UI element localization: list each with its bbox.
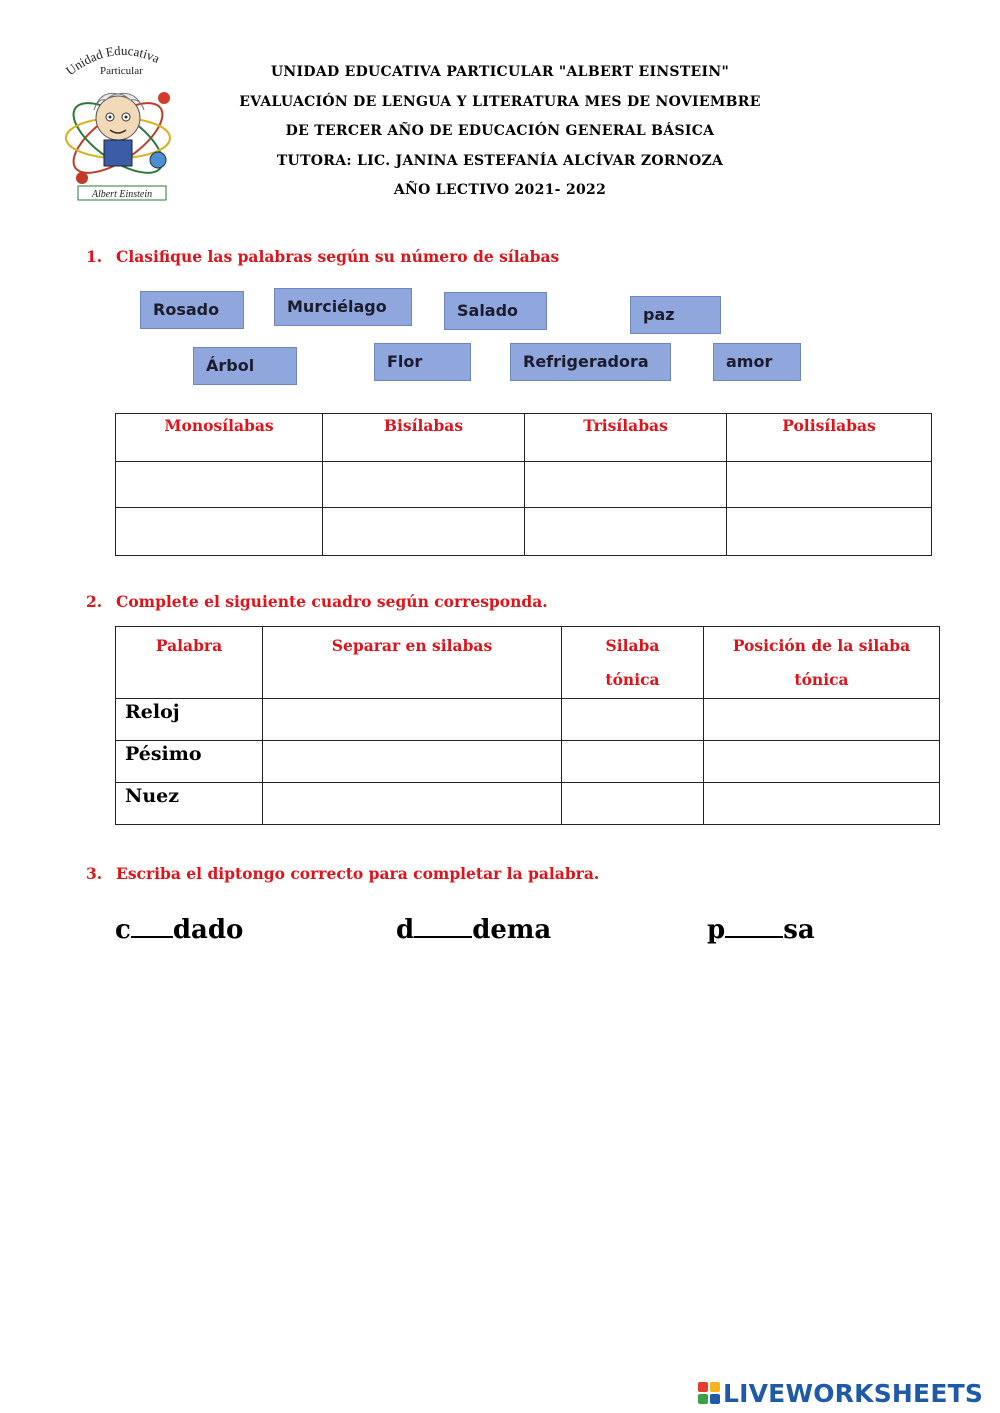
header-line: tónica xyxy=(794,670,849,689)
word-chip[interactable]: Murciélago xyxy=(274,288,412,326)
row-word: Nuez xyxy=(116,783,263,825)
q1-title-text: Clasifique las palabras según su número de sílabas xyxy=(116,247,560,266)
word-chip[interactable]: Refrigeradora xyxy=(510,343,671,381)
header-grade: DE TERCER AÑO DE EDUCACIÓN GENERAL BÁSICA xyxy=(285,123,715,139)
word-chip[interactable]: paz xyxy=(630,296,721,334)
logo-arc-text: Unidad Educativa xyxy=(62,42,163,79)
table-row xyxy=(116,783,940,825)
word-prefix: c xyxy=(115,915,131,945)
word-suffix: dema xyxy=(472,915,552,945)
table-row xyxy=(116,741,940,783)
answer-cell[interactable] xyxy=(562,741,704,783)
header-school-name: UNIDAD EDUCATIVA PARTICULAR "ALBERT EINSTEIN" xyxy=(270,64,730,80)
document-header xyxy=(190,58,810,206)
diphthong-blank[interactable] xyxy=(131,914,173,938)
table-row xyxy=(116,508,932,556)
q2-title-text: Complete el siguiente cuadro según corresponda. xyxy=(116,592,548,611)
header-school-year: AÑO LECTIVO 2021- 2022 xyxy=(393,182,607,198)
word-chip[interactable]: Salado xyxy=(444,292,547,330)
logo-globe xyxy=(150,152,166,168)
diphthong-item xyxy=(115,914,243,945)
column-header-monosilabas: Monosílabas xyxy=(116,414,323,462)
header-line: Silaba xyxy=(605,636,660,655)
diphthong-blank[interactable] xyxy=(414,914,472,938)
answer-cell[interactable] xyxy=(562,783,704,825)
diphthong-item xyxy=(396,914,551,945)
word-prefix: p xyxy=(707,915,726,945)
answer-cell[interactable] xyxy=(263,699,562,741)
answer-cell[interactable] xyxy=(525,508,727,556)
table-header-row xyxy=(116,414,932,462)
diphthong-blank[interactable] xyxy=(725,914,783,938)
table-row xyxy=(116,699,940,741)
header-evaluation: EVALUACIÓN DE LENGUA Y LITERATURA MES DE NOVIEMBRE xyxy=(239,93,761,110)
answer-cell[interactable] xyxy=(727,508,932,556)
table-header-row xyxy=(116,627,940,699)
answer-cell[interactable] xyxy=(704,699,940,741)
school-logo xyxy=(60,38,180,208)
logo-bottom-text: Albert Einstein xyxy=(91,189,153,200)
answer-cell[interactable] xyxy=(116,508,323,556)
logo-atom-dot xyxy=(158,92,170,104)
answer-cell[interactable] xyxy=(704,783,940,825)
column-header-trisilabas: Trisílabas xyxy=(525,414,727,462)
answer-cell[interactable] xyxy=(727,462,932,508)
answer-cell[interactable] xyxy=(525,462,727,508)
answer-cell[interactable] xyxy=(263,783,562,825)
liveworksheets-brand xyxy=(698,1378,983,1408)
column-header-separar: Separar en silabas xyxy=(263,627,562,699)
column-header-palabra: Palabra xyxy=(116,627,263,699)
logo-ball xyxy=(76,172,88,184)
table-row xyxy=(116,462,932,508)
answer-cell[interactable] xyxy=(704,741,940,783)
header-line: tónica xyxy=(605,670,660,689)
word-chip[interactable]: amor xyxy=(713,343,801,381)
answer-cell[interactable] xyxy=(323,508,525,556)
q3-title-text: Escriba el diptongo correcto para completar la palabra. xyxy=(116,864,600,883)
answer-cell[interactable] xyxy=(116,462,323,508)
word-suffix: dado xyxy=(172,915,244,945)
header-tutor: TUTORA: LIC. JANINA ESTEFANÍA ALCÍVAR ZORNOZA xyxy=(276,152,724,169)
q3-title xyxy=(86,864,599,883)
q3-number: 3. xyxy=(86,864,103,883)
row-word: Pésimo xyxy=(116,741,263,783)
header-line: Posición de la silaba xyxy=(732,636,911,655)
q1-title xyxy=(86,247,559,266)
word-chip[interactable]: Flor xyxy=(374,343,471,381)
row-word: Reloj xyxy=(116,699,263,741)
word-suffix: sa xyxy=(783,915,815,945)
column-header-bisilabas: Bisílabas xyxy=(323,414,525,462)
column-header-silaba-tonica xyxy=(562,627,704,699)
syllable-classification-table xyxy=(115,413,932,556)
word-chip[interactable]: Rosado xyxy=(140,291,244,329)
logo-sub-text: Particular xyxy=(100,65,143,77)
q1-number: 1. xyxy=(86,247,103,266)
answer-cell[interactable] xyxy=(323,462,525,508)
brand-text: LIVEWORKSHEETS xyxy=(723,1378,984,1408)
school-logo-graphic xyxy=(60,38,180,208)
syllable-analysis-table xyxy=(115,626,940,825)
column-header-posicion xyxy=(704,627,940,699)
q2-number: 2. xyxy=(86,592,103,611)
word-chip[interactable]: Árbol xyxy=(193,347,297,385)
q2-title xyxy=(86,592,548,611)
diphthong-item xyxy=(707,914,815,945)
logo-book xyxy=(104,140,132,166)
column-header-polisilabas: Polisílabas xyxy=(727,414,932,462)
word-prefix: d xyxy=(396,915,415,945)
answer-cell[interactable] xyxy=(263,741,562,783)
answer-cell[interactable] xyxy=(562,699,704,741)
brand-logo-icon xyxy=(698,1382,720,1404)
